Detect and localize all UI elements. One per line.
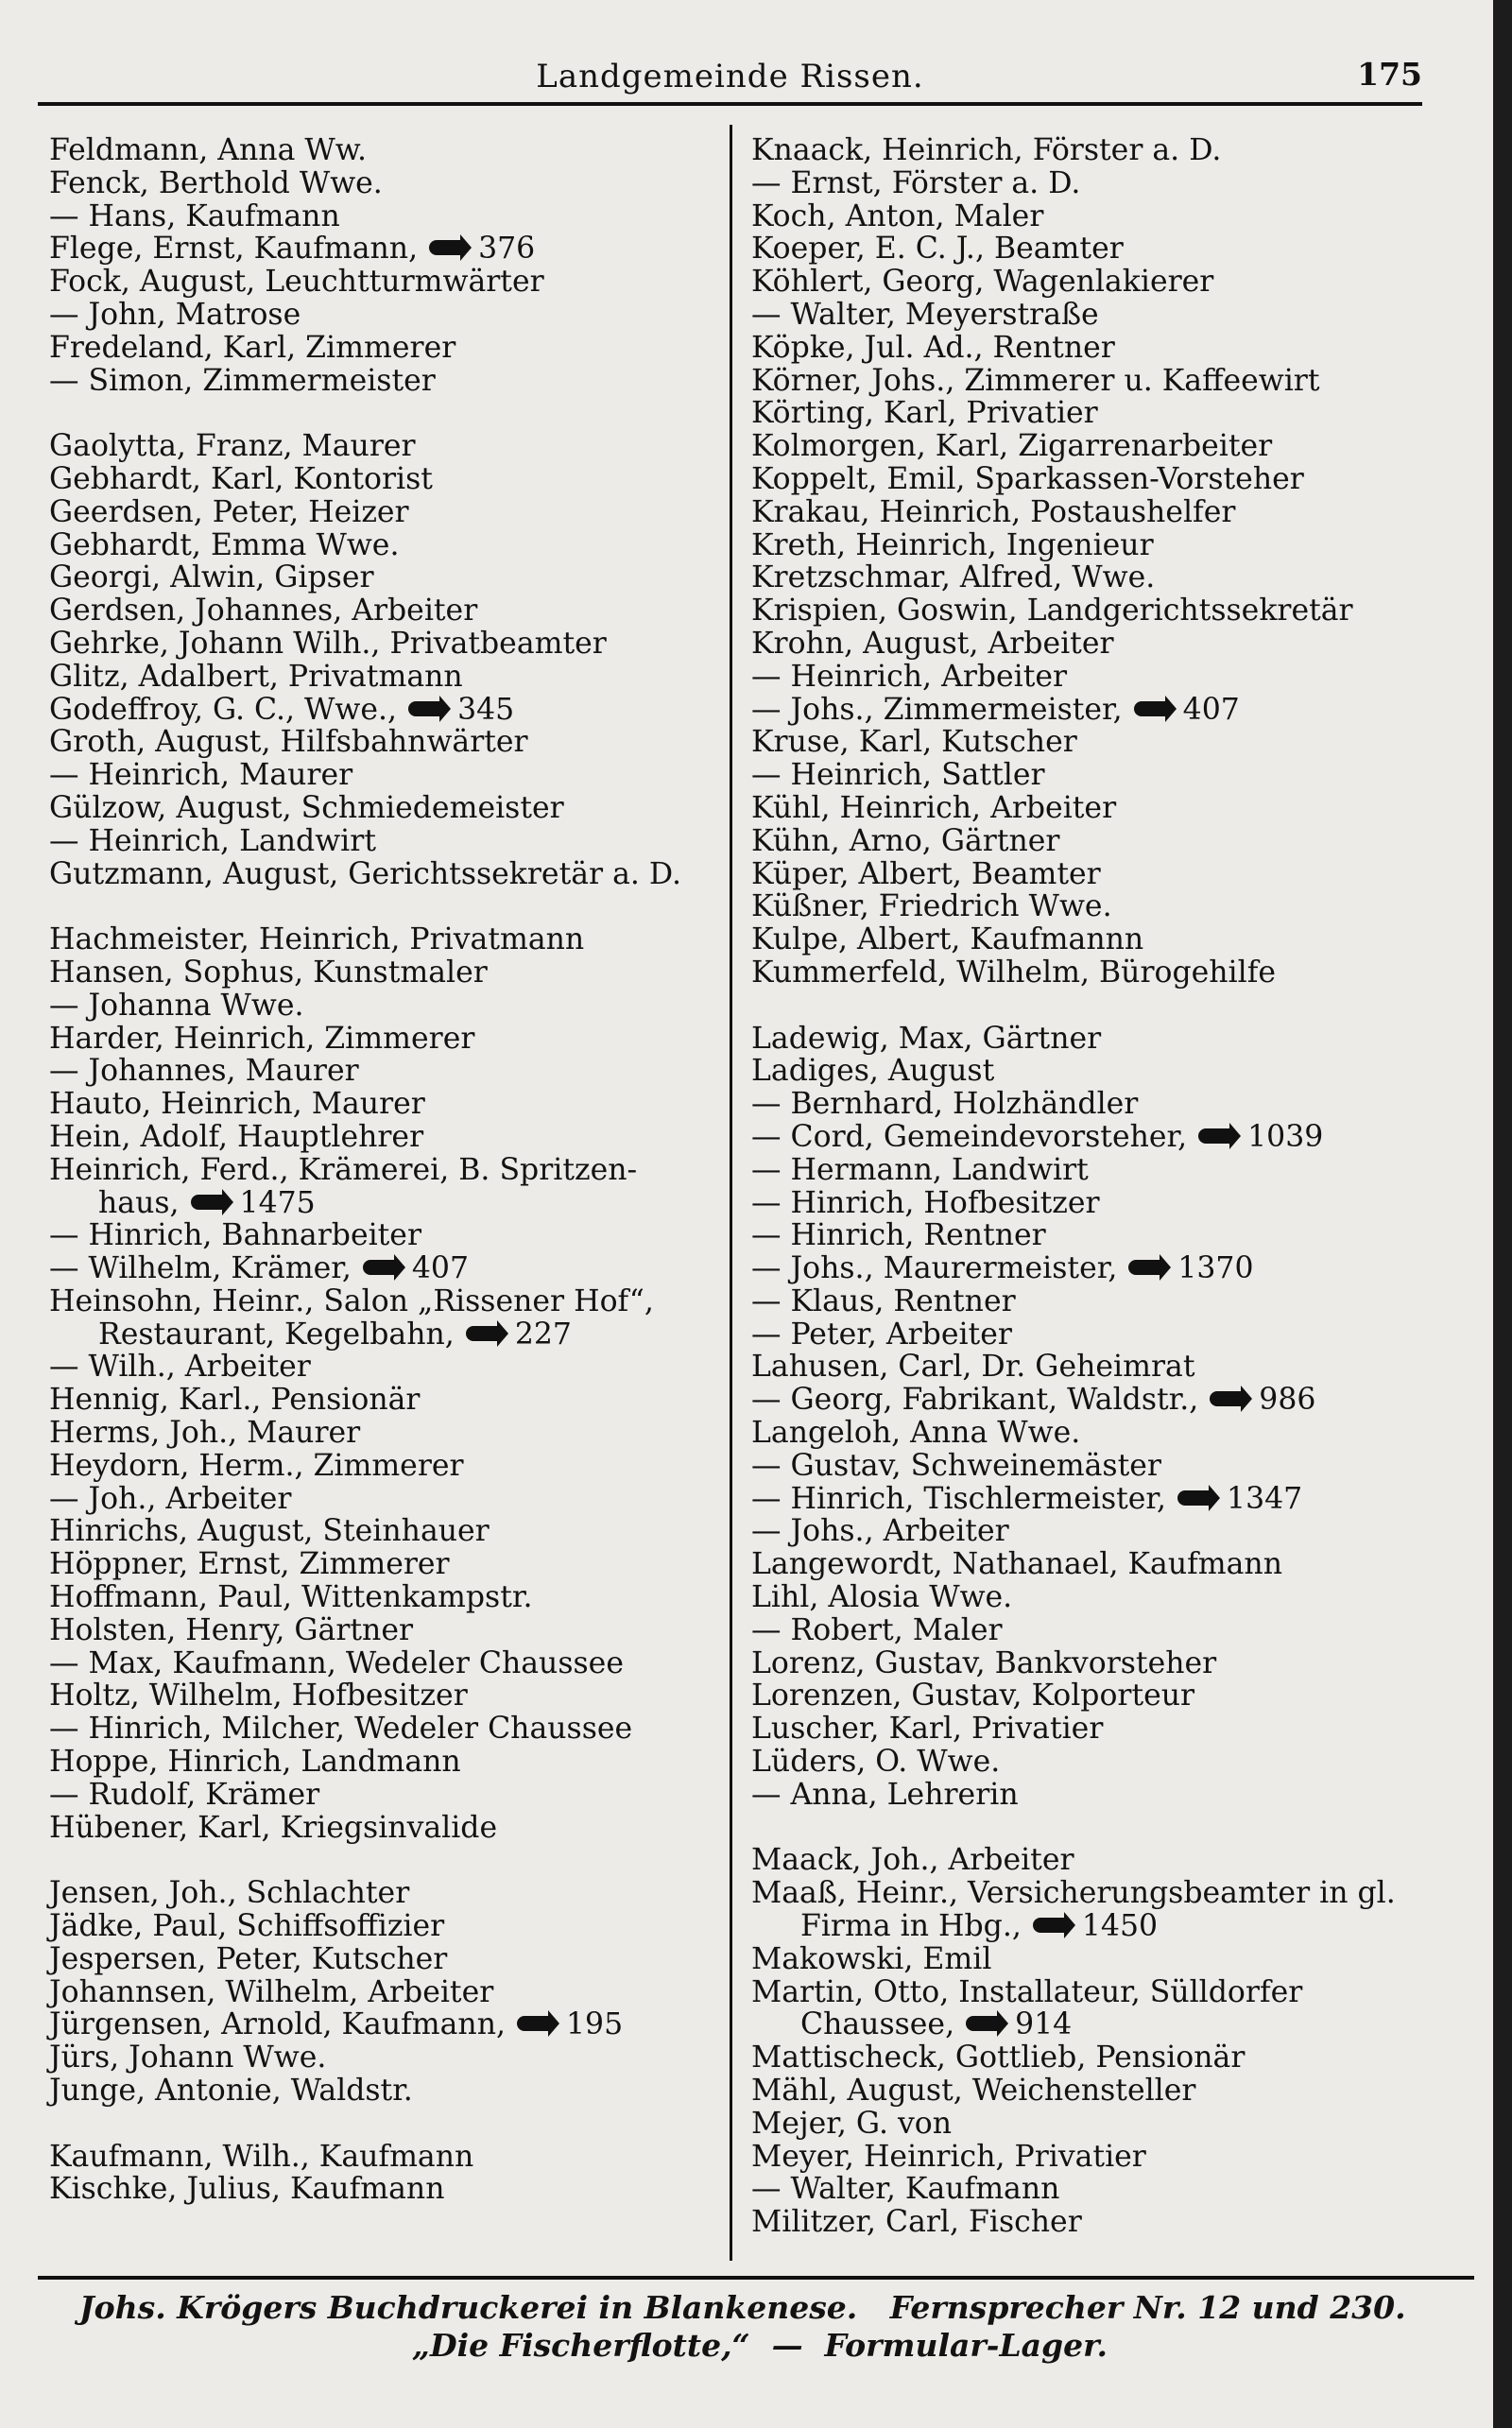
entry-text: — Hinrich, Tischlermeister,: [751, 1481, 1167, 1516]
directory-entry: [751, 1450, 1422, 1483]
entry-text: Mejer, G. von: [751, 2106, 953, 2141]
directory-entry: [751, 2206, 1422, 2239]
directory-entry: [49, 594, 730, 628]
section-gap: [49, 2108, 730, 2141]
telephone-hand-icon: [1210, 1391, 1244, 1406]
directory-entry: [49, 463, 730, 496]
phone-number: 914: [1015, 2007, 1073, 2042]
entry-text: Köhlert, Georg, Wagenlakierer: [751, 265, 1214, 300]
entry-text: Johannsen, Wilhelm, Arbeiter: [49, 1974, 494, 2009]
directory-entry: [751, 1581, 1422, 1614]
directory-entry: [751, 2075, 1422, 2108]
directory-entry: [751, 890, 1422, 923]
directory-entry: [751, 1746, 1422, 1779]
entry-text: — Hinrich, Bahnarbeiter: [49, 1218, 422, 1253]
telephone-hand-icon: [408, 701, 442, 716]
section-gap: [751, 1812, 1422, 1845]
entry-text: Köpke, Jul. Ad., Rentner: [751, 330, 1115, 365]
directory-entry: [49, 694, 730, 727]
entry-text: — Johs., Arbeiter: [751, 1514, 1009, 1549]
directory-entry: [49, 1285, 730, 1318]
entry-text: — Heinrich, Maurer: [49, 758, 353, 793]
entry-text: Chaussee,: [800, 2007, 955, 2042]
directory-entry: [751, 726, 1422, 759]
entry-text: — Robert, Maler: [751, 1612, 1003, 1647]
telephone-hand-icon: [191, 1195, 225, 1210]
entry-text: Heydorn, Herm., Zimmerer: [49, 1448, 464, 1483]
directory-entry: [751, 825, 1422, 858]
directory-entry: [49, 858, 730, 891]
directory-entry: [49, 1943, 730, 1976]
telephone-hand-icon: [466, 1326, 500, 1341]
phone-number: 1039: [1247, 1119, 1324, 1154]
entry-text: Kummerfeld, Wilhelm, Bürogehilfe: [751, 955, 1277, 990]
directory-entry: [751, 167, 1422, 200]
directory-entry: [49, 1713, 730, 1746]
directory-entry: [49, 1219, 730, 1252]
entry-text: Küper, Albert, Beamter: [751, 856, 1101, 891]
section-gap: [49, 397, 730, 430]
telephone-hand-icon: [363, 1260, 397, 1275]
directory-entry: [49, 1023, 730, 1056]
directory-entry: [751, 1384, 1422, 1417]
directory-entry: [49, 134, 730, 167]
directory-entry: [49, 561, 730, 594]
phone-number: 1475: [239, 1185, 316, 1220]
entry-text: Lorenzen, Gustav, Kolporteur: [751, 1679, 1195, 1713]
directory-entry: [49, 1088, 730, 1121]
entry-text: haus,: [98, 1185, 180, 1220]
entry-text: Harder, Heinrich, Zimmerer: [49, 1021, 475, 1056]
entry-text: Höppner, Ernst, Zimmerer: [49, 1547, 450, 1582]
telephone-hand-icon: [429, 240, 463, 255]
directory-entry: [49, 1187, 730, 1220]
directory-entry: [751, 1515, 1422, 1548]
entry-text: Gerdsen, Johannes, Arbeiter: [49, 594, 478, 629]
directory-entry: [751, 1679, 1422, 1713]
entry-text: — Wilhelm, Krämer,: [49, 1251, 352, 1286]
directory-entry: [49, 200, 730, 233]
entry-text: Kaufmann, Wilh., Kaufmann: [49, 2139, 474, 2174]
directory-entry: [751, 858, 1422, 891]
directory-entry: [49, 430, 730, 463]
directory-entry: [751, 1121, 1422, 1154]
directory-entry: [751, 1417, 1422, 1450]
entry-text: — Cord, Gemeindevorsteher,: [751, 1119, 1188, 1154]
directory-entry: [751, 1483, 1422, 1516]
section-gap: [49, 1844, 730, 1877]
directory-entry: [49, 1548, 730, 1581]
entry-text: Lahusen, Carl, Dr. Geheimrat: [751, 1350, 1195, 1385]
entry-text: Junge, Antonie, Waldstr.: [49, 2074, 413, 2109]
entry-text: — Joh., Arbeiter: [49, 1481, 292, 1516]
telephone-hand-icon: [966, 2016, 1000, 2031]
entry-text: — John, Matrose: [49, 297, 301, 332]
directory-entry: [751, 1187, 1422, 1220]
directory-entry: [49, 825, 730, 858]
entry-text: Makowski, Emil: [751, 1941, 992, 1976]
telephone-hand-icon: [1177, 1490, 1211, 1506]
entry-text: Heinrich, Ferd., Krämerei, B. Spritzen-: [49, 1152, 638, 1187]
directory-entry: [751, 923, 1422, 956]
directory-entry: [49, 529, 730, 562]
directory-entry: [751, 2108, 1422, 2141]
entry-text: — Georg, Fabrikant, Waldstr.,: [751, 1383, 1199, 1418]
entry-text: Hoppe, Hinrich, Landmann: [49, 1745, 461, 1780]
entry-text: Krohn, August, Arbeiter: [751, 626, 1114, 661]
entry-text: Fock, August, Leuchtturmwärter: [49, 265, 544, 300]
entry-text: — Rudolf, Krämer: [49, 1777, 320, 1812]
entry-text: Hansen, Sophus, Kunstmaler: [49, 955, 488, 990]
directory-entry: [751, 1779, 1422, 1812]
directory-entry: [49, 1746, 730, 1779]
footer-rule: [38, 2276, 1474, 2280]
entry-text: Gutzmann, August, Gerichtssekretär a. D.: [49, 856, 682, 891]
directory-entry: [49, 496, 730, 529]
telephone-hand-icon: [1134, 701, 1168, 716]
entry-text: Kulpe, Albert, Kaufmannn: [751, 922, 1144, 957]
section-gap: [751, 990, 1422, 1023]
directory-entry: [49, 1154, 730, 1187]
directory-entry: [49, 1976, 730, 2009]
directory-entry: [49, 759, 730, 792]
entry-text: Gebhardt, Emma Wwe.: [49, 527, 400, 562]
entry-text: Fenck, Berthold Wwe.: [49, 165, 383, 200]
directory-entry: [751, 1055, 1422, 1088]
directory-entry: [751, 1318, 1422, 1352]
entry-text: Kreth, Heinrich, Ingenieur: [751, 527, 1154, 562]
entry-text: — Gustav, Schweinemäster: [751, 1448, 1161, 1483]
directory-entry: [751, 1219, 1422, 1252]
directory-entry: [751, 1548, 1422, 1581]
directory-entry: [751, 694, 1422, 727]
entry-text: — Johs., Zimmermeister,: [751, 692, 1123, 727]
directory-entry: [751, 1943, 1422, 1976]
entry-text: Kischke, Julius, Kaufmann: [49, 2172, 445, 2207]
directory-entry: [49, 1450, 730, 1483]
directory-entry: [49, 1351, 730, 1384]
entry-text: Jespersen, Peter, Kutscher: [49, 1941, 448, 1976]
directory-entry: [751, 2141, 1422, 2174]
directory-entry: [49, 1910, 730, 1943]
entry-text: Militzer, Carl, Fischer: [751, 2205, 1082, 2240]
entry-text: — Johs., Maurermeister,: [751, 1251, 1118, 1286]
phone-number: 376: [478, 232, 536, 267]
entry-text: Hübener, Karl, Kriegsinvalide: [49, 1810, 498, 1845]
entry-text: Maaß, Heinr., Versicherungsbeamter in gl.: [751, 1876, 1396, 1911]
phone-number: 227: [514, 1317, 572, 1352]
directory-entry: [751, 397, 1422, 430]
entry-text: — Bernhard, Holzhändler: [751, 1087, 1139, 1122]
directory-entry: [751, 594, 1422, 628]
entry-text: Kühn, Arno, Gärtner: [751, 823, 1060, 858]
entry-text: — Anna, Lehrerin: [751, 1777, 1019, 1812]
page-footer: [79, 2289, 1478, 2365]
directory-entry: [49, 956, 730, 990]
directory-entry: [751, 1023, 1422, 1056]
directory-entry: [751, 2008, 1422, 2041]
directory-entry: [49, 1812, 730, 1845]
directory-entry: [49, 1252, 730, 1285]
directory-entry: [751, 661, 1422, 694]
entry-text: Holsten, Henry, Gärtner: [49, 1612, 414, 1647]
directory-entry: [751, 1351, 1422, 1384]
entry-text: Gaolytta, Franz, Maurer: [49, 429, 416, 464]
entry-text: Ladewig, Max, Gärtner: [751, 1021, 1102, 1056]
directory-entry: [751, 628, 1422, 661]
entry-text: Knaack, Heinrich, Förster a. D.: [751, 133, 1222, 167]
footer-line-2: „Die Fischerflotte,“ — Formular-Lager.: [412, 2327, 1108, 2364]
entry-text: — Johannes, Maurer: [49, 1054, 359, 1089]
entry-text: — Johanna Wwe.: [49, 988, 304, 1023]
directory-entry: [751, 463, 1422, 496]
directory-entry: [49, 990, 730, 1023]
entry-text: Körting, Karl, Privatier: [751, 396, 1098, 431]
entry-text: Glitz, Adalbert, Privatmann: [49, 659, 463, 694]
entry-text: Gebhardt, Karl, Kontorist: [49, 461, 433, 496]
entry-text: Küßner, Friedrich Wwe.: [751, 889, 1112, 924]
directory-entry: [751, 1647, 1422, 1680]
entry-text: Koppelt, Emil, Sparkassen-Vorsteher: [751, 461, 1304, 496]
entry-text: — Klaus, Rentner: [751, 1283, 1016, 1318]
entry-text: Georgi, Alwin, Gipser: [49, 560, 374, 595]
directory-entry: [49, 1779, 730, 1812]
directory-entry: [49, 1647, 730, 1680]
directory-entry: [751, 266, 1422, 299]
entry-text: — Heinrich, Sattler: [751, 758, 1045, 793]
header-rule: [38, 102, 1422, 106]
directory-entry: [751, 1285, 1422, 1318]
directory-entry: [49, 628, 730, 661]
phone-number: 1347: [1227, 1481, 1303, 1516]
telephone-hand-icon: [1128, 1260, 1162, 1275]
directory-entry: [751, 1976, 1422, 2009]
entry-text: — Wilh., Arbeiter: [49, 1350, 311, 1385]
directory-entry: [751, 561, 1422, 594]
directory-entry: [49, 1318, 730, 1352]
directory-entry: [49, 1581, 730, 1614]
directory-entry: [49, 1417, 730, 1450]
column-divider: [730, 125, 732, 2261]
entry-text: Jürgensen, Arnold, Kaufmann,: [49, 2007, 507, 2042]
directory-entry: [49, 661, 730, 694]
entry-text: Gehrke, Johann Wilh., Privatbeamter: [49, 626, 607, 661]
phone-number: 195: [566, 2007, 624, 2042]
section-gap: [49, 890, 730, 923]
entry-text: Gülzow, August, Schmiedemeister: [49, 790, 564, 825]
directory-entry: [49, 1121, 730, 1154]
phone-number: 407: [1182, 692, 1240, 727]
entry-text: Ladiges, August: [751, 1054, 995, 1089]
entry-text: Groth, August, Hilfsbahnwärter: [49, 725, 528, 760]
entry-text: — Peter, Arbeiter: [751, 1317, 1012, 1352]
entry-text: Luscher, Karl, Privatier: [751, 1712, 1104, 1747]
entry-text: — Walter, Kaufmann: [751, 2172, 1060, 2207]
telephone-hand-icon: [517, 2016, 551, 2031]
entry-text: Hein, Adolf, Hauptlehrer: [49, 1119, 424, 1154]
entry-text: Hauto, Heinrich, Maurer: [49, 1087, 425, 1122]
directory-entry: [751, 332, 1422, 365]
directory-entry: [49, 923, 730, 956]
directory-entry: [49, 1515, 730, 1548]
entry-text: Lüders, O. Wwe.: [751, 1745, 1001, 1780]
entry-text: Lorenz, Gustav, Bankvorsteher: [751, 1645, 1217, 1680]
entry-text: — Hermann, Landwirt: [751, 1152, 1089, 1187]
entry-text: Herms, Joh., Maurer: [49, 1416, 361, 1451]
entry-text: Kolmorgen, Karl, Zigarrenarbeiter: [751, 429, 1273, 464]
footer-line-1: Johs. Krögers Buchdruckerei in Blankenese. Fernsprecher Nr. 12 und 230.: [79, 2289, 1406, 2326]
directory-entry: [751, 529, 1422, 562]
entry-text: Martin, Otto, Installateur, Sülldorfer: [751, 1974, 1303, 2009]
directory-entry: [751, 1844, 1422, 1877]
entry-text: Koch, Anton, Maler: [751, 198, 1044, 233]
entry-text: Lihl, Alosia Wwe.: [751, 1580, 1013, 1615]
directory-entry: [751, 759, 1422, 792]
directory-entry: [49, 1384, 730, 1417]
directory-entry: [49, 2141, 730, 2174]
telephone-hand-icon: [1033, 1918, 1067, 1933]
entry-text: — Walter, Meyerstraße: [751, 297, 1099, 332]
entry-text: Meyer, Heinrich, Privatier: [751, 2139, 1146, 2174]
directory-entry: [49, 1055, 730, 1088]
directory-entry: [751, 200, 1422, 233]
entry-text: Flege, Ernst, Kaufmann,: [49, 232, 419, 267]
directory-entry: [49, 2173, 730, 2206]
entry-text: Godeffroy, G. C., Wwe.,: [49, 692, 398, 727]
directory-entry: [49, 232, 730, 266]
right-column: [751, 134, 1422, 2239]
phone-number: 986: [1259, 1383, 1316, 1418]
directory-entry: [49, 1483, 730, 1516]
directory-entry: [751, 792, 1422, 825]
entry-text: Fredeland, Karl, Zimmerer: [49, 330, 456, 365]
directory-entry: [751, 1713, 1422, 1746]
entry-text: Langeloh, Anna Wwe.: [751, 1416, 1081, 1451]
directory-entry: [751, 956, 1422, 990]
entry-text: Geerdsen, Peter, Heizer: [49, 494, 409, 529]
directory-entry: [49, 332, 730, 365]
page-title: Landgemeinde Rissen.: [536, 58, 924, 95]
directory-entry: [751, 232, 1422, 266]
entry-text: Jürs, Johann Wwe.: [49, 2041, 327, 2075]
phone-number: 345: [457, 692, 515, 727]
entry-text: Hoffmann, Paul, Wittenkampstr.: [49, 1580, 533, 1615]
entry-text: — Hinrich, Hofbesitzer: [751, 1185, 1100, 1220]
directory-entry: [49, 299, 730, 332]
entry-text: Hachmeister, Heinrich, Privatmann: [49, 922, 585, 957]
directory-entry: [49, 1679, 730, 1713]
directory-entry: [751, 496, 1422, 529]
page-number: 175: [1357, 56, 1422, 93]
entry-text: Holtz, Wilhelm, Hofbesitzer: [49, 1679, 468, 1713]
directory-entry: [49, 365, 730, 398]
entry-text: Jensen, Joh., Schlachter: [49, 1876, 410, 1911]
directory-entry: [49, 266, 730, 299]
directory-entry: [751, 1088, 1422, 1121]
entry-text: — Heinrich, Landwirt: [49, 823, 376, 858]
entry-text: Krakau, Heinrich, Postaushelfer: [751, 494, 1236, 529]
directory-entry: [751, 1252, 1422, 1285]
entry-text: — Max, Kaufmann, Wedeler Chaussee: [49, 1645, 624, 1680]
directory-entry: [751, 1154, 1422, 1187]
entry-text: — Ernst, Förster a. D.: [751, 165, 1081, 200]
directory-entry: [751, 1910, 1422, 1943]
entry-text: Hinrichs, August, Steinhauer: [49, 1514, 490, 1549]
entry-text: — Heinrich, Arbeiter: [751, 659, 1068, 694]
entry-text: Mähl, August, Weichensteller: [751, 2074, 1196, 2109]
entry-text: Kretzschmar, Alfred, Wwe.: [751, 560, 1156, 595]
entry-text: Kruse, Karl, Kutscher: [751, 725, 1077, 760]
entry-text: — Simon, Zimmermeister: [49, 363, 436, 398]
directory-entry: [751, 430, 1422, 463]
directory-entry: [751, 1614, 1422, 1647]
entry-text: Feldmann, Anna Ww.: [49, 133, 367, 167]
directory-entry: [751, 365, 1422, 398]
entry-text: Koeper, E. C. J., Beamter: [751, 232, 1124, 267]
directory-entry: [49, 1877, 730, 1910]
left-column: [49, 134, 730, 2206]
entry-text: Kühl, Heinrich, Arbeiter: [751, 790, 1117, 825]
directory-entry: [49, 2008, 730, 2041]
directory-entry: [49, 2041, 730, 2075]
directory-entry: [49, 1614, 730, 1647]
entry-text: Firma in Hbg.,: [800, 1909, 1022, 1944]
directory-entry: [49, 2075, 730, 2108]
phone-number: 1450: [1081, 1909, 1159, 1944]
telephone-hand-icon: [1198, 1128, 1232, 1144]
phone-number: 1370: [1177, 1251, 1254, 1286]
directory-entry: [751, 2173, 1422, 2206]
entry-text: Langewordt, Nathanael, Kaufmann: [751, 1547, 1282, 1582]
directory-entry: [49, 726, 730, 759]
directory-entry: [49, 792, 730, 825]
entry-text: — Hinrich, Rentner: [751, 1218, 1046, 1253]
directory-entry: [49, 167, 730, 200]
entry-text: Krispien, Goswin, Landgerichtssekretär: [751, 594, 1353, 629]
entry-text: Hennig, Karl., Pensionär: [49, 1383, 421, 1418]
directory-entry: [751, 1877, 1422, 1910]
entry-text: Heinsohn, Heinr., Salon „Rissener Hof“,: [49, 1283, 654, 1318]
phone-number: 407: [411, 1251, 470, 1286]
entry-text: — Hinrich, Milcher, Wedeler Chaussee: [49, 1712, 633, 1747]
directory-entry: [751, 299, 1422, 332]
entry-text: Körner, Johs., Zimmerer u. Kaffeewirt: [751, 363, 1320, 398]
entry-text: Restaurant, Kegelbahn,: [98, 1317, 455, 1352]
entry-text: Mattischeck, Gottlieb, Pensionär: [751, 2041, 1246, 2075]
page-header: [38, 52, 1422, 101]
directory-entry: [751, 134, 1422, 167]
entry-text: Jädke, Paul, Schiffsoffizier: [49, 1909, 445, 1944]
entry-text: Maack, Joh., Arbeiter: [751, 1843, 1074, 1878]
directory-entry: [751, 2041, 1422, 2075]
entry-text: — Hans, Kaufmann: [49, 198, 340, 233]
